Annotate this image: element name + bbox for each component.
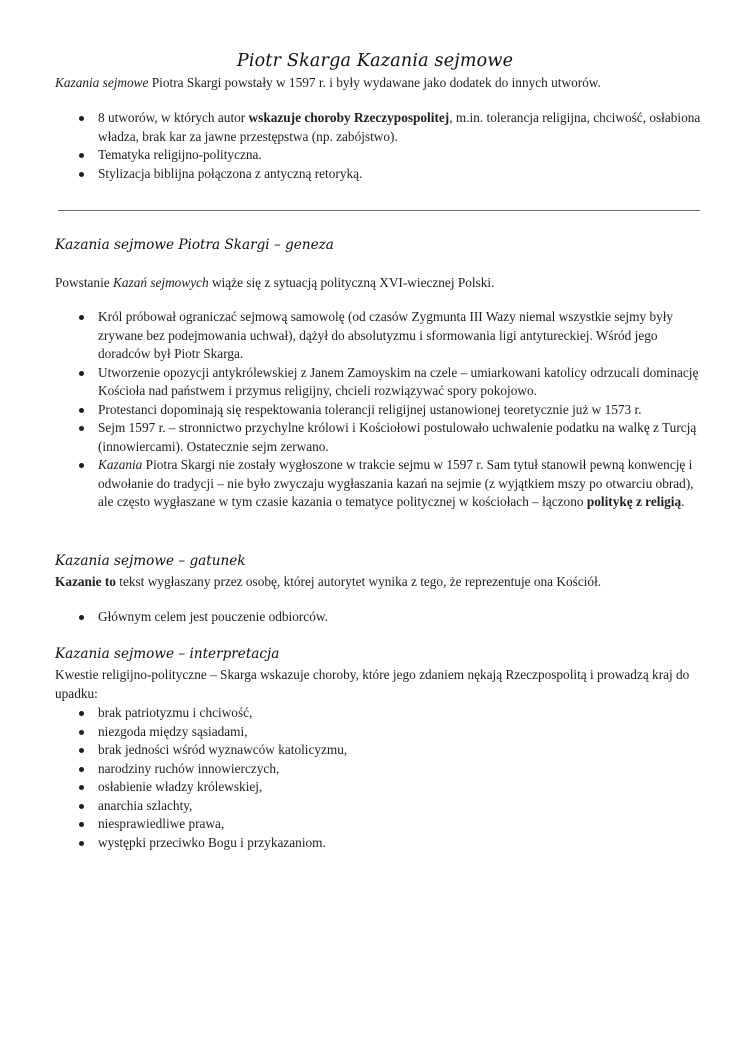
list-item: Głównym celem jest pouczenie odbiorców. <box>55 608 705 627</box>
list-item: występki przeciwko Bogu i przykazaniom. <box>55 834 705 853</box>
list-item: niesprawiedliwe prawa, <box>55 815 705 834</box>
intro-lead-italic: Kazania sejmowe <box>55 75 149 90</box>
interpretacja-intro <box>55 666 705 703</box>
section-heading-interpretacja: Kazania sejmowe – interpretacja <box>55 646 280 662</box>
list-item-text: 8 utworów, w których autor <box>98 110 249 125</box>
geneza-intro-italic: Kazań sejmowych <box>113 275 209 290</box>
list-item: Tematyka religijno-polityczna. <box>55 146 705 165</box>
geneza-bullet-list <box>55 308 705 512</box>
list-item: niezgoda między sąsiadami, <box>55 723 705 742</box>
gatunek-bullet-list <box>55 608 705 627</box>
section-heading-geneza: Kazania sejmowe Piotra Skargi – geneza <box>55 237 334 253</box>
intro-text: Piotra Skargi powstały w 1597 r. i były wydawane jako dodatek do innych utworów. <box>148 75 601 90</box>
interpretacja-intro-text: Kwestie religijno-polityczne – Skarga wskazuje choroby, które jego zdaniem nękają Rzeczpospolitą i prowadzą kraj do upadku: <box>55 667 690 701</box>
gatunek-definition <box>55 573 705 592</box>
list-item <box>55 109 705 146</box>
list-item: brak jedności wśród wyznawców katolicyzmu, <box>55 741 705 760</box>
definition-text: tekst wygłaszany przez osobę, której autorytet wynika z tego, że reprezentuje ona Kościół. <box>115 574 602 589</box>
list-item: osłabienie władzy królewskiej, <box>55 778 705 797</box>
list-item: Protestanci dopominają się respektowania tolerancji religijnej ustanowionej teoretycznie już w 1573 r. <box>55 401 705 420</box>
list-item <box>55 456 705 512</box>
list-item: Król próbował ograniczać sejmową samowolę (od czasów Zygmunta III Wazy niemal wszystkie sejmy były zrywane bez podejmowania uchwał), dążył do absolutyzmu i sformowania ligi antytureckiej. Wśród jego doradców był Piotr Skarga. <box>55 308 705 364</box>
list-item: Sejm 1597 r. – stronnictwo przychylne królowi i Kościołowi postulowało uchwalenie podatku na walkę z Turcją (innowiercami). Ostatecznie sejm zerwano. <box>55 419 705 456</box>
definition-term: Kazanie to <box>55 574 116 589</box>
section-heading-gatunek: Kazania sejmowe – gatunek <box>55 553 246 569</box>
list-item-bold: politykę z religią <box>586 494 682 509</box>
interpretacja-bullet-list <box>55 704 705 852</box>
intro-bullet-list <box>55 109 705 183</box>
intro-paragraph <box>55 74 705 93</box>
list-item-italic: Kazania <box>98 457 143 472</box>
list-item: Stylizacja biblijna połączona z antyczną retoryką. <box>55 165 705 184</box>
list-item-bold: wskazuje choroby Rzeczypospolitej <box>248 110 450 125</box>
list-item: Utworzenie opozycji antykrólewskiej z Janem Zamoyskim na czele – umiarkowani katolicy odrzucali dominację Kościoła nad państwem i przymus religijny, chcieli rozwiązywać spory pokojowo. <box>55 364 705 401</box>
geneza-intro <box>55 274 705 293</box>
geneza-intro-text: wiąże się z sytuacją polityczną XVI-wiecznej Polski. <box>208 275 495 290</box>
list-item: brak patriotyzmu i chciwość, <box>55 704 705 723</box>
list-item-text: Piotra Skargi nie zostały wygłoszone w trakcie sejmu w 1597 r. Sam tytuł stanowił pewną konwencję i odwołanie do tradycji – nie było zwyczaju wygłaszania kazań na sejmie (z wyjątkiem mszy po otwarciu obrad), ale często wygłaszane w tym czasie kazania o tematyce politycznej w kościołach – łączono <box>98 457 694 509</box>
list-item-text: , m.in. tolerancja religijna, chciwość, osłabiona władza, brak kar za jawne przestępstwa (np. zabójstwo). <box>98 110 701 144</box>
geneza-intro-text: Powstanie <box>55 275 113 290</box>
page-title: Piotr Skarga Kazania sejmowe <box>236 51 514 71</box>
list-item: narodziny ruchów innowierczych, <box>55 760 705 779</box>
list-item-text: . <box>681 494 685 509</box>
list-item: anarchia szlachty, <box>55 797 705 816</box>
horizontal-divider <box>58 210 700 211</box>
